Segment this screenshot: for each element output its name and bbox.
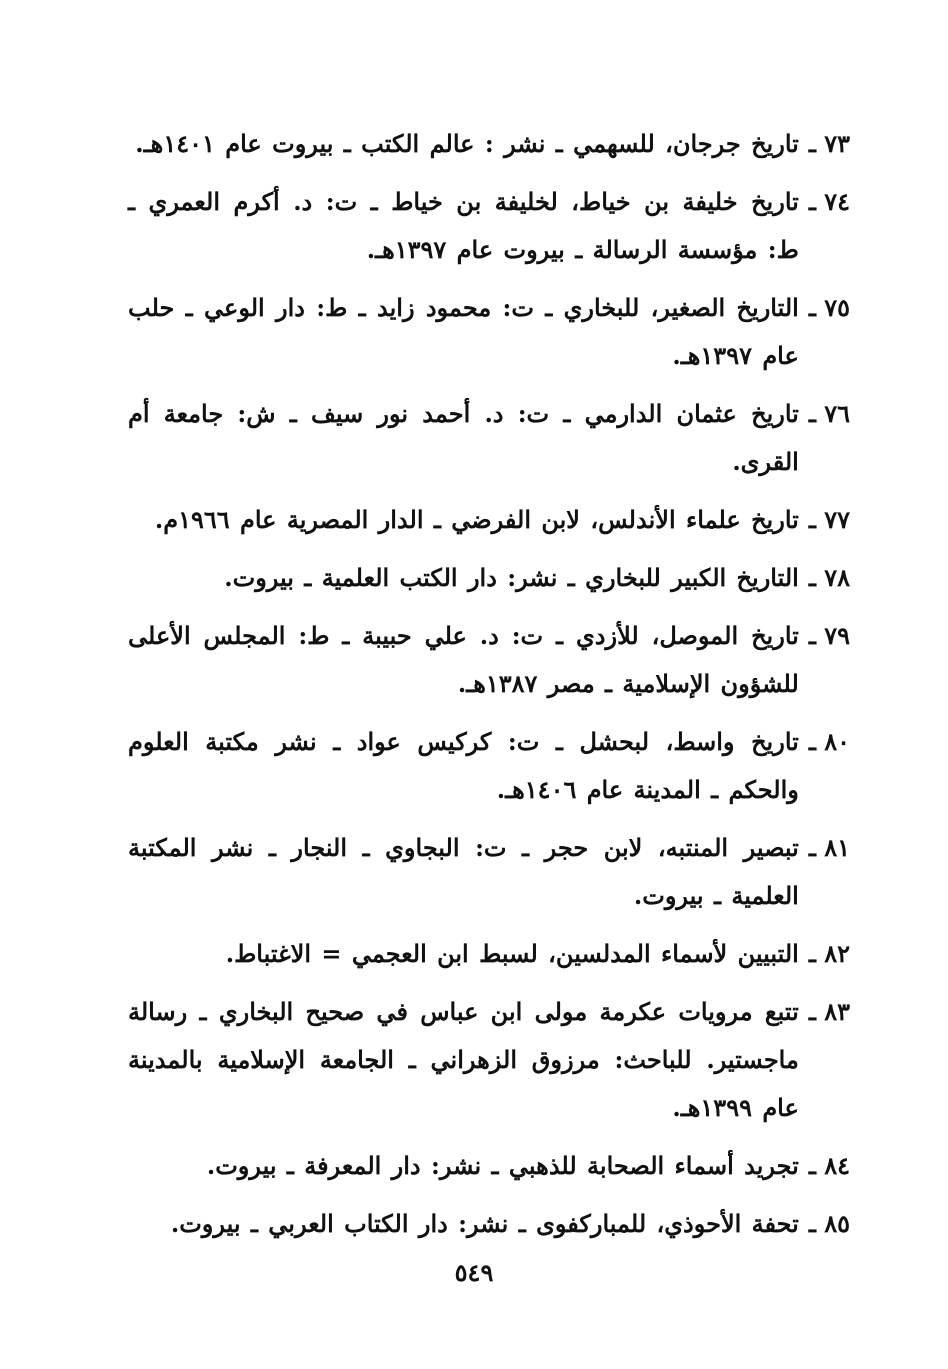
entry-number: ٨٥ ـ bbox=[808, 1209, 850, 1238]
entry-text: تجريد أسماء الصحابة للذهبي ـ نشر: دار المعرفة ـ بيروت. bbox=[206, 1151, 799, 1180]
bibliography-entry-81 bbox=[128, 824, 850, 920]
entry-number: ٨٠ ـ bbox=[808, 727, 850, 756]
bibliography-entry-76 bbox=[128, 390, 850, 486]
bibliography-entry-74 bbox=[128, 178, 850, 274]
entry-number: ٧٤ ـ bbox=[808, 187, 850, 216]
entry-number: ٨٣ ـ bbox=[808, 997, 850, 1026]
entry-text: التبيين لأسماء المدلسين، لسبط ابن العجمي = الاغتباط. bbox=[225, 939, 799, 968]
entry-text: تبصير المنتبه، لابن حجر ـ ت: البجاوي ـ النجار ـ نشر المكتبة العلمية ـ بيروت. bbox=[128, 833, 799, 910]
entry-text: التاريخ الصغير، للبخاري ـ ت: محمود زايد ـ ط: دار الوعي ـ حلب عام ١٣٩٧هـ. bbox=[128, 293, 799, 370]
entry-number: ٧٣ ـ bbox=[808, 129, 850, 158]
entry-number: ٨٤ ـ bbox=[808, 1151, 850, 1180]
entry-text: تاريخ خليفة بن خياط، لخليفة بن خياط ـ ت: د. أكرم العمري ـ ط: مؤسسة الرسالة ـ بيروت عام ١٣٩٧هـ. bbox=[128, 187, 799, 264]
entry-text: التاريخ الكبير للبخاري ـ نشر: دار الكتب العلمية ـ بيروت. bbox=[224, 563, 799, 592]
bibliography-entry-82 bbox=[128, 930, 850, 978]
bibliography-list bbox=[128, 120, 850, 1258]
bibliography-entry-73 bbox=[128, 120, 850, 168]
entry-number: ٧٦ ـ bbox=[808, 399, 850, 428]
entry-number: ٧٨ ـ bbox=[808, 563, 850, 592]
bibliography-entry-79 bbox=[128, 612, 850, 708]
bibliography-entry-77 bbox=[128, 496, 850, 544]
bibliography-entry-84 bbox=[128, 1142, 850, 1190]
bibliography-entry-85 bbox=[128, 1200, 850, 1248]
entry-text: تحفة الأحوذي، للمباركفوى ـ نشر: دار الكتاب العربي ـ بيروت. bbox=[170, 1209, 799, 1238]
entry-text: تاريخ الموصل، للأزدي ـ ت: د. علي حبيبة ـ ط: المجلس الأعلى للشؤون الإسلامية ـ مصر ١٣٨٧هـ. bbox=[128, 621, 799, 698]
bibliography-entry-80 bbox=[128, 718, 850, 814]
entry-number: ٧٥ ـ bbox=[808, 293, 850, 322]
entry-number: ٧٧ ـ bbox=[808, 505, 850, 534]
entry-text: تاريخ علماء الأندلس، لابن الفرضي ـ الدار المصرية عام ١٩٦٦م. bbox=[154, 505, 799, 534]
entry-number: ٨٢ ـ bbox=[808, 939, 850, 968]
bibliography-entry-83 bbox=[128, 988, 850, 1132]
entry-text: تاريخ واسط، لبحشل ـ ت: كركيس عواد ـ نشر مكتبة العلوم والحكم ـ المدينة عام ١٤٠٦هـ. bbox=[128, 727, 799, 804]
entry-text: تاريخ جرجان، للسهمي ـ نشر : عالم الكتب ـ بيروت عام ١٤٠١هـ. bbox=[135, 129, 799, 158]
bibliography-entry-75 bbox=[128, 284, 850, 380]
entry-number: ٨١ ـ bbox=[808, 833, 850, 862]
entry-text: تتبع مرويات عكرمة مولى ابن عباس في صحيح البخاري ـ رسالة ماجستير. للباحث: مرزوق الزهراني ـ الجامعة الإسلامية بالمدينة عام ١٣٩٩هـ. bbox=[128, 997, 799, 1122]
page-number: ٥٤٩ bbox=[454, 1258, 494, 1287]
bibliography-entry-78 bbox=[128, 554, 850, 602]
entry-text: تاريخ عثمان الدارمي ـ ت: د. أحمد نور سيف ـ ش: جامعة أم القرى. bbox=[128, 399, 799, 476]
entry-number: ٧٩ ـ bbox=[808, 621, 850, 650]
